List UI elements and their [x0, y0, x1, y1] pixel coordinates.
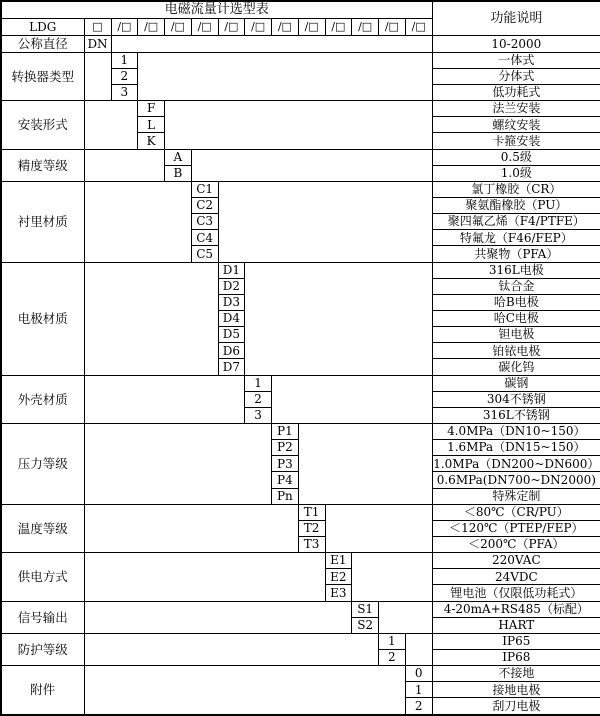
option-code: 2	[111, 68, 138, 84]
option-description: 一体式	[432, 52, 600, 68]
option-code: C3	[191, 214, 218, 230]
code-placeholder-cell: /□	[111, 19, 138, 36]
option-code: 2	[405, 698, 432, 715]
code-placeholder-cell: /□	[165, 19, 192, 36]
option-description: ＜80℃（CR/PU）	[432, 504, 600, 520]
option-code: S2	[352, 617, 379, 633]
empty-left-filler	[84, 633, 379, 665]
option-description: 316L不锈钢	[432, 407, 600, 423]
code-placeholder-cell: /□	[138, 19, 165, 36]
group-label-2: 安装形式	[1, 101, 84, 149]
option-code: P4	[272, 472, 299, 488]
option-code: T1	[298, 504, 325, 520]
code-placeholder-cell: /□	[245, 19, 272, 36]
option-code: 1	[379, 633, 406, 649]
code-placeholder-cell: /□	[191, 19, 218, 36]
option-description: 分体式	[432, 68, 600, 84]
option-code: C1	[191, 181, 218, 197]
option-description: 低功耗式	[432, 85, 600, 101]
group-label-9: 供电方式	[1, 553, 84, 601]
option-code: L	[138, 117, 165, 133]
group-label-7: 压力等级	[1, 424, 84, 505]
option-code: C5	[191, 246, 218, 262]
option-description: ＜200℃（PFA）	[432, 536, 600, 552]
option-description: 铂铱电极	[432, 343, 600, 359]
group-label-6: 外壳材质	[1, 375, 84, 423]
option-description: 316L电极	[432, 262, 600, 278]
empty-right-filler	[138, 52, 432, 100]
option-description: 220VAC	[432, 553, 600, 569]
option-code: C2	[191, 198, 218, 214]
option-code: 1	[245, 375, 272, 391]
option-code: K	[138, 133, 165, 149]
option-description: 0.6MPa(DN700~DN2000)	[432, 472, 600, 488]
code-placeholder-cell: /□	[352, 19, 379, 36]
option-description: 哈B电极	[432, 294, 600, 310]
group-label-5: 电极材质	[1, 262, 84, 375]
option-description: 1.6MPa（DN15~150）	[432, 440, 600, 456]
option-description: 4.0MPa（DN10~150）	[432, 424, 600, 440]
option-description: 4-20mA+RS485（标配）	[432, 601, 600, 617]
empty-right-filler	[325, 504, 432, 552]
option-description: 螺纹安装	[432, 117, 600, 133]
code-placeholder-cell: /□	[379, 19, 406, 36]
empty-right-filler	[111, 36, 432, 53]
option-code: 0	[405, 666, 432, 682]
code-placeholder-cell: /□	[218, 19, 245, 36]
option-description: HART	[432, 617, 600, 633]
code-placeholder-cell: /□	[325, 19, 352, 36]
group-label-12: 附件	[1, 666, 84, 715]
empty-left-filler	[84, 601, 352, 633]
option-description: 24VDC	[432, 569, 600, 585]
option-code: 2	[245, 391, 272, 407]
group-label-8: 温度等级	[1, 504, 84, 552]
empty-left-filler	[84, 181, 191, 262]
option-description: 刮刀电极	[432, 698, 600, 715]
empty-right-filler	[405, 633, 432, 665]
option-description: 特氟龙（F46/FEP）	[432, 230, 600, 246]
option-description: IP68	[432, 649, 600, 665]
empty-left-filler	[84, 52, 111, 100]
option-code: D2	[218, 278, 245, 294]
option-code: D3	[218, 294, 245, 310]
empty-right-filler	[272, 375, 433, 423]
option-description: 特殊定制	[432, 488, 600, 504]
option-code: E2	[325, 569, 352, 585]
option-description: IP65	[432, 633, 600, 649]
code-placeholder-cell: /□	[405, 19, 432, 36]
option-description: 接地电极	[432, 682, 600, 698]
option-description: 共聚物（PFA）	[432, 246, 600, 262]
group-label-11: 防护等级	[1, 633, 84, 665]
empty-right-filler	[165, 101, 433, 149]
group-label-3: 精度等级	[1, 149, 84, 181]
option-description: 0.5级	[432, 149, 600, 165]
model-code-label: LDG	[1, 19, 84, 36]
option-description: 10-2000	[432, 36, 600, 53]
option-description: 聚四氟乙烯（F4/PTFE）	[432, 214, 600, 230]
option-code: 1	[405, 682, 432, 698]
option-code: P2	[272, 440, 299, 456]
option-code: 2	[379, 649, 406, 665]
option-description: 卡箍安装	[432, 133, 600, 149]
option-code: T3	[298, 536, 325, 552]
option-code: D4	[218, 311, 245, 327]
option-description: 304不锈钢	[432, 391, 600, 407]
group-label-1: 转换器类型	[1, 52, 84, 100]
empty-left-filler	[84, 149, 165, 181]
option-code: S1	[352, 601, 379, 617]
option-description: 氯丁橡胶（CR）	[432, 181, 600, 197]
option-code: D7	[218, 359, 245, 375]
empty-left-filler	[84, 424, 272, 505]
option-code: Pn	[272, 488, 299, 504]
option-code: 3	[111, 85, 138, 101]
empty-right-filler	[298, 424, 432, 505]
function-column-header: 功能说明	[432, 1, 600, 36]
code-placeholder-cell: □	[84, 19, 111, 36]
empty-right-filler	[245, 262, 432, 375]
option-code: P3	[272, 456, 299, 472]
table-title: 电磁流量计选型表	[1, 1, 432, 19]
group-label-0: 公称直径	[1, 36, 84, 53]
option-description: 钽电极	[432, 327, 600, 343]
option-code: 1	[111, 52, 138, 68]
code-placeholder-cell: /□	[272, 19, 299, 36]
option-code: E1	[325, 553, 352, 569]
option-code: A	[165, 149, 192, 165]
option-code: D6	[218, 343, 245, 359]
option-code: D1	[218, 262, 245, 278]
option-description: 碳化钨	[432, 359, 600, 375]
option-code: P1	[272, 424, 299, 440]
empty-right-filler	[191, 149, 432, 181]
empty-right-filler	[379, 601, 433, 633]
option-code: D5	[218, 327, 245, 343]
group-label-10: 信号输出	[1, 601, 84, 633]
empty-left-filler	[84, 375, 245, 423]
option-code: F	[138, 101, 165, 117]
empty-left-filler	[84, 504, 298, 552]
empty-right-filler	[352, 553, 432, 601]
option-description: 1.0级	[432, 165, 600, 181]
option-description: 1.0MPa（DN200~DN600）	[433, 456, 600, 471]
option-code: C4	[191, 230, 218, 246]
empty-right-filler	[218, 181, 432, 262]
option-description: 钛合金	[432, 278, 600, 294]
option-description: 碳钢	[432, 375, 600, 391]
empty-left-filler	[84, 553, 325, 601]
option-description: 不接地	[432, 666, 600, 682]
empty-left-filler	[84, 666, 405, 715]
empty-left-filler	[84, 101, 138, 149]
option-code: 3	[245, 407, 272, 423]
group-label-4: 衬里材质	[1, 181, 84, 262]
empty-left-filler	[84, 262, 218, 375]
code-placeholder-cell: /□	[298, 19, 325, 36]
option-description: 哈C电极	[432, 311, 600, 327]
option-description: ＜120℃（PTEP/FEP）	[432, 520, 600, 536]
option-code: B	[165, 165, 192, 181]
option-description: 聚氨酯橡胶（PU）	[432, 198, 600, 214]
option-code: E3	[325, 585, 352, 601]
option-code: T2	[298, 520, 325, 536]
option-description: 锂电池（仅限低功耗式）	[432, 585, 600, 601]
option-description: 法兰安装	[432, 101, 600, 117]
option-code: DN	[84, 36, 111, 53]
